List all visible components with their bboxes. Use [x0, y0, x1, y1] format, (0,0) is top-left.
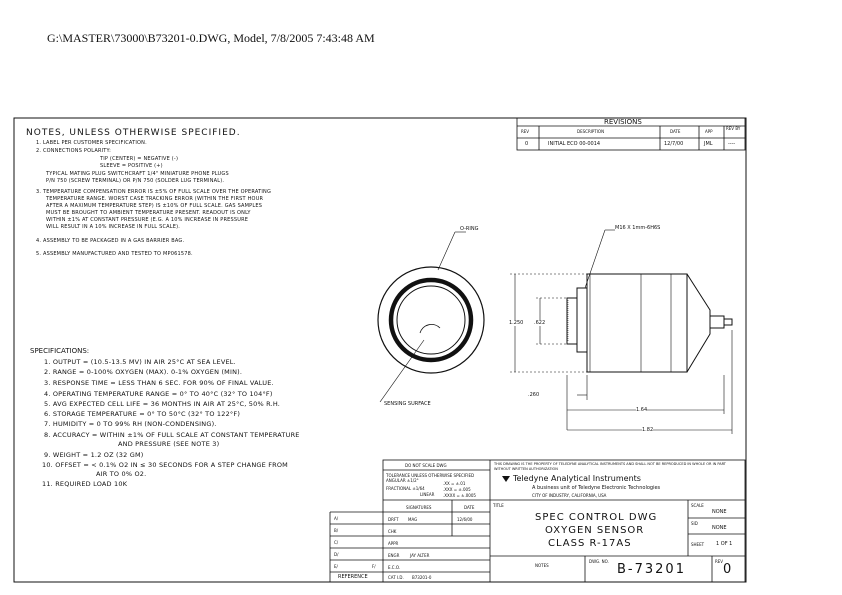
drft-name: MAG: [408, 517, 418, 522]
title-line-3: CLASS R-17AS: [548, 538, 632, 549]
dim-622: .622: [534, 320, 546, 326]
note-line: WITHIN ±1% AT CONSTANT PRESSURE (E.G. A 10% INCREASE IN PRESSURE: [46, 217, 249, 223]
drawing-rev: 0: [723, 562, 734, 577]
sid-label: SID: [691, 521, 698, 526]
note-line: MUST BE BROUGHT TO AMBIENT TEMPERATURE PRESENT. READOUT IS ONLY: [46, 210, 251, 216]
notes-label: NOTES: [535, 563, 549, 568]
rev-label: REV: [715, 559, 724, 564]
spec-line: 1. OUTPUT = (10.5-13.5 MV) IN AIR 25°C AT SEA LEVEL.: [44, 358, 236, 366]
spec-line: 9. WEIGHT = 1.2 OZ (32 GM): [44, 451, 144, 459]
spec-line: 11. REQUIRED LOAD 10K: [42, 480, 128, 488]
note-line: TEMPERATURE RANGE. WORST CASE TRACKING ERROR (WITHIN THE FIRST HOUR: [46, 196, 264, 202]
spec-line: 3. RESPONSE TIME = LESS THAN 6 SEC. FOR 90% OF FINAL VALUE.: [44, 379, 274, 387]
scale-label: SCALE: [691, 503, 704, 508]
company-division: A business unit of Teledyne Electronic Technologies: [532, 485, 661, 491]
sheet-value: 1 OF 1: [716, 541, 733, 547]
specifications-title: SPECIFICATIONS:: [30, 347, 90, 355]
rev-description: INITIAL ECO 00-0014: [548, 141, 601, 147]
eco-label: E.C.O.: [388, 565, 401, 570]
rev-slot: E/: [334, 564, 338, 569]
title-line-1: SPEC CONTROL DWG: [535, 512, 658, 523]
note-line: TIP (CENTER) = NEGATIVE (-): [100, 156, 179, 162]
note-line: P/N 750 (SCREW TERMINAL) OR P/N 750 (SOLDER LUG TERMINAL).: [46, 178, 225, 184]
note-line: 4. ASSEMBLY TO BE PACKAGED IN A GAS BARRIER BAG.: [36, 238, 185, 244]
rev-slot: C/: [334, 540, 339, 545]
note-line: SLEEVE = POSITIVE (+): [100, 163, 163, 169]
rev-value: 0: [525, 141, 529, 147]
cat-id-label: CAT I.D.: [388, 575, 404, 580]
linear-label: LINEAR: [420, 492, 435, 497]
rev-by-col-header: REV BY: [726, 126, 741, 131]
drft-label: DRFT: [388, 517, 399, 522]
spec-line: AND PRESSURE (SEE NOTE 3): [118, 440, 220, 448]
dwg-no-label: DWG. NO.: [589, 559, 609, 564]
spec-line: 7. HUMIDITY = 0 TO 99% RH (NON-CONDENSING).: [44, 420, 217, 428]
notes-title: NOTES, UNLESS OTHERWISE SPECIFIED.: [26, 128, 241, 138]
rev-slot: D/: [334, 552, 339, 557]
note-line: 3. TEMPERATURE COMPENSATION ERROR IS ±5% OF FULL SCALE OVER THE OPERATING: [36, 189, 272, 195]
rev-slot: F/: [372, 564, 376, 569]
tolerance-fractional: FRACTIONAL ±1/64: [386, 486, 425, 491]
tolerance-header: TOLERANCE UNLESS OTHERWISE SPECIFIED ANGULAR ±1/2°: [386, 473, 475, 483]
spec-line: 6. STORAGE TEMPERATURE = 0° TO 50°C (32° TO 122°F): [44, 410, 241, 418]
dim-182: 1.82: [642, 427, 654, 433]
engr-label: ENGR: [388, 553, 400, 558]
front-view: [378, 232, 484, 402]
do-not-scale-label: DO NOT SCALE DWG: [405, 463, 447, 468]
oring-label: O-RING: [460, 226, 479, 232]
note-line: AFTER A MAXIMUM TEMPERATURE STEP) IS ±10% OF FULL SCALE. GAS SAMPLES: [46, 203, 263, 209]
tolerance-xxx: .XXXX = ±.0005: [443, 493, 476, 498]
title-label: TITLE: [493, 503, 504, 508]
note-line: 5. ASSEMBLY MANUFACTURED AND TESTED TO MP061578.: [36, 251, 193, 257]
app-col-header: APP: [705, 129, 713, 134]
dim-diameter: 1.250: [509, 320, 524, 326]
file-path-header: G:\MASTER\73000\B73201-0.DWG, Model, 7/8/2005 7:43:48 AM: [47, 31, 375, 45]
dimension-lines: [510, 274, 732, 434]
rev-slot: B/: [334, 528, 339, 533]
spec-line: AIR TO 0% O2.: [96, 470, 147, 478]
appr-label: APPR: [388, 541, 399, 546]
sid-value: NONE: [712, 525, 727, 531]
description-col-header: DESCRIPTION: [577, 129, 605, 134]
sensing-surface-label: SENSING SURFACE: [384, 401, 431, 407]
cat-id-value: B73201-0: [412, 575, 432, 580]
rev-by-value: ----: [728, 141, 736, 147]
drft-date: 12/6/00: [457, 517, 473, 522]
company-name: Teledyne Analytical Instruments: [513, 474, 641, 483]
note-line: 2. CONNECTIONS POLARITY:: [36, 148, 112, 154]
drawing-number: B-73201: [617, 562, 686, 577]
rev-date: 12/7/00: [664, 141, 684, 147]
chk-label: CHK: [388, 529, 397, 534]
signatures-header: SIGNATURES: [406, 505, 432, 510]
teledyne-logo-mark: [502, 476, 510, 482]
reference-label: REFERENCE: [338, 574, 368, 580]
proprietary-notice: THIS DRAWING IS THE PROPERTY OF TELEDYNE ANALYTICAL INSTRUMENTS AND SHALL NOT BE REPRODUCED IN WHOLE OR IN PART WITHOUT WRITTEN AUTHORIZATION: [494, 462, 726, 471]
rev-approver: JML: [704, 141, 713, 147]
note-line: TYPICAL MATING PLUG SWITCHCRAFT 1/4" MINIATURE PHONE PLUGS: [46, 171, 229, 177]
scale-value: NONE: [712, 509, 727, 515]
sheet-label: SHEET: [691, 542, 705, 547]
spec-line: 4. OPERATING TEMPERATURE RANGE = 0° TO 40°C (32° TO 104°F): [44, 390, 273, 398]
date-col-header: DATE: [670, 129, 681, 134]
dim-164: 1.64: [636, 407, 648, 413]
spec-line: 5. AVG EXPECTED CELL LIFE = 36 MONTHS IN AIR AT 25°C, 50% R.H.: [44, 400, 281, 408]
rev-slot: A/: [334, 516, 339, 521]
thread-label: M16 X 1mm-6H6S: [615, 225, 661, 231]
engr-name: JAY ALTER: [410, 553, 430, 558]
tolerance-xx: .XXX = ±.005: [443, 487, 471, 492]
tolerance-x: .XX = ±.01: [443, 481, 466, 486]
side-view: [567, 230, 732, 372]
title-line-2: OXYGEN SENSOR: [545, 525, 645, 536]
company-city: CITY OF INDUSTRY, CALIFORNIA, USA: [532, 493, 607, 498]
rev-col-header: REV: [521, 129, 530, 134]
spec-line: 2. RANGE = 0-100% OXYGEN (MAX). 0-1% OXYGEN (MIN).: [44, 368, 243, 376]
note-line: WILL RESULT IN A 10% INCREASE IN FULL SCALE).: [46, 224, 181, 230]
spec-line: 10. OFFSET = < 0.1% O2 IN ≤ 30 SECONDS FOR A STEP CHANGE FROM: [42, 461, 288, 469]
note-line: 1. LABEL PER CUSTOMER SPECIFICATION.: [36, 140, 147, 146]
spec-line: 8. ACCURACY = WITHIN ±1% OF FULL SCALE AT CONSTANT TEMPERATURE: [44, 431, 300, 439]
date-header: DATE: [464, 505, 475, 510]
revisions-title: REVISIONS: [604, 118, 642, 126]
dim-260: .260: [528, 392, 540, 398]
